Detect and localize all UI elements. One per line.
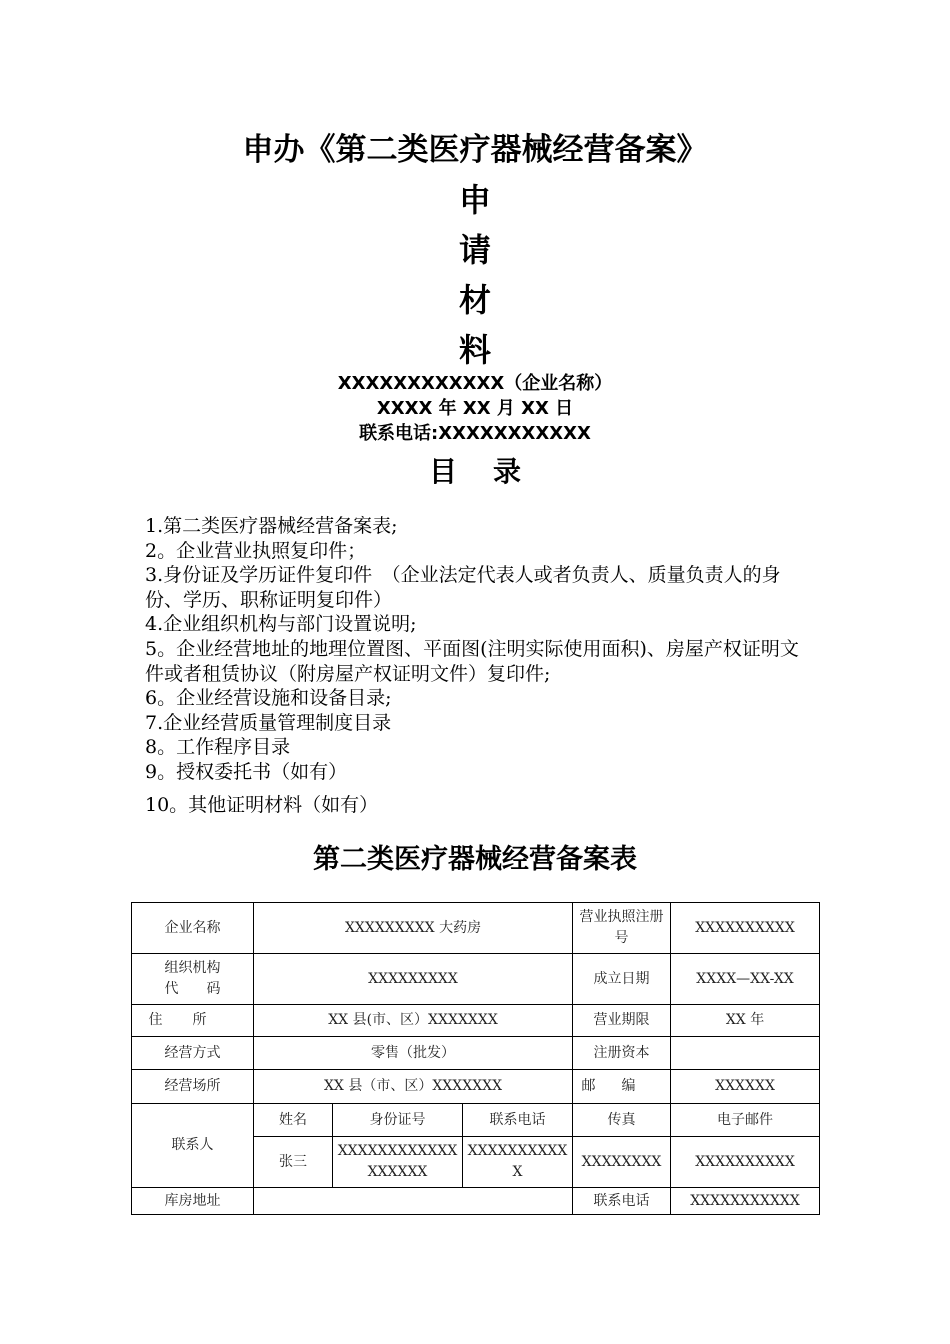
address-value: XX 县(市、区）XXXXXXX <box>254 1005 573 1037</box>
toc-item: 10。其他证明材料（如有） <box>145 793 379 816</box>
contact-phone-value: XXXXXXXXXXX <box>463 1137 573 1188</box>
contact-fax-value: XXXXXXXX <box>573 1137 671 1188</box>
toc-item: 8。工作程序目录 <box>145 736 291 759</box>
mode-label: 经营方式 <box>132 1037 254 1070</box>
warehouse-value <box>254 1188 573 1215</box>
toc-item: 3.身份证及学历证件复印件 （企业法定代表人或者负责人、质量负责人的身份、学历、职称证明复印件） <box>145 564 781 611</box>
contact-header-fax: 传真 <box>573 1104 671 1137</box>
cover-title: 申办《第二类医疗器械经营备案》 <box>242 132 708 168</box>
cover-phone: 联系电话:XXXXXXXXXXX <box>359 423 591 444</box>
toc-item: 1.第二类医疗器械经营备案表; <box>145 515 398 537</box>
org-code-value: XXXXXXXXX <box>254 954 573 1005</box>
mode-value: 零售（批发） <box>254 1037 573 1070</box>
toc-item: 7.企业经营质量管理制度目录 <box>145 711 392 734</box>
term-label: 营业期限 <box>573 1005 671 1037</box>
cover-vertical-char: 申 <box>458 181 491 219</box>
toc-item: 6。企业经营设施和设备目录; <box>145 687 392 710</box>
established-value: XXXX—XX-XX <box>671 954 820 1005</box>
premises-value: XX 县（市、区）XXXXXXX <box>254 1070 573 1104</box>
contact-header-email: 电子邮件 <box>671 1104 820 1137</box>
license-value: XXXXXXXXXX <box>671 903 820 954</box>
toc-list <box>145 514 810 817</box>
org-code-label-line: 组织机构 <box>164 960 221 976</box>
registration-form-table <box>131 902 820 1215</box>
toc-heading: 目录 <box>428 455 557 488</box>
postcode-label: 邮编 <box>573 1070 671 1104</box>
cover-date: XXXX 年 XX 月 XX 日 <box>376 398 574 419</box>
cover-vertical-char: 材 <box>458 281 491 319</box>
warehouse-phone-value: XXXXXXXXXXX <box>671 1188 820 1215</box>
contact-header-phone: 联系电话 <box>463 1104 573 1137</box>
warehouse-label: 库房地址 <box>132 1188 254 1215</box>
cover-vertical-char: 请 <box>458 231 491 269</box>
toc-item: 9。授权委托书（如有） <box>145 760 348 783</box>
form-title: 第二类医疗器械经营备案表 <box>313 844 637 875</box>
cover-company: XXXXXXXXXXXX（企业名称） <box>337 373 613 394</box>
license-label: 营业执照注册号 <box>573 903 671 954</box>
term-value: XX 年 <box>671 1005 820 1037</box>
contact-header-id: 身份证号 <box>333 1104 463 1137</box>
contact-label: 联系人 <box>132 1104 254 1188</box>
warehouse-phone-label: 联系电话 <box>573 1188 671 1215</box>
contact-id-value: XXXXXXXXXXXXXXXXXX <box>333 1137 463 1188</box>
address-label: 住所 <box>132 1005 254 1037</box>
capital-value <box>671 1037 820 1070</box>
cover-vertical-char: 料 <box>458 331 491 369</box>
toc-item: 2。企业营业执照复印件； <box>145 539 367 562</box>
capital-label: 注册资本 <box>573 1037 671 1070</box>
company-name-label: 企业名称 <box>132 903 254 954</box>
premises-label: 经营场所 <box>132 1070 254 1104</box>
org-code-label <box>132 954 254 1005</box>
contact-name-value: 张三 <box>254 1137 333 1188</box>
contact-email-value: XXXXXXXXXX <box>671 1137 820 1188</box>
org-code-label-line: 代 码 <box>164 981 221 997</box>
postcode-value: XXXXXX <box>671 1070 820 1104</box>
contact-header-name: 姓名 <box>254 1104 333 1137</box>
established-label: 成立日期 <box>573 954 671 1005</box>
toc-item: 5。企业经营地址的地理位置图、平面图(注明实际使用面积)、房屋产权证明文件或者租赁协议（附房屋产权证明文件）复印件; <box>145 637 799 685</box>
company-name-value: XXXXXXXXX 大药房 <box>254 903 573 954</box>
toc-item: 4.企业组织机构与部门设置说明; <box>145 613 417 636</box>
